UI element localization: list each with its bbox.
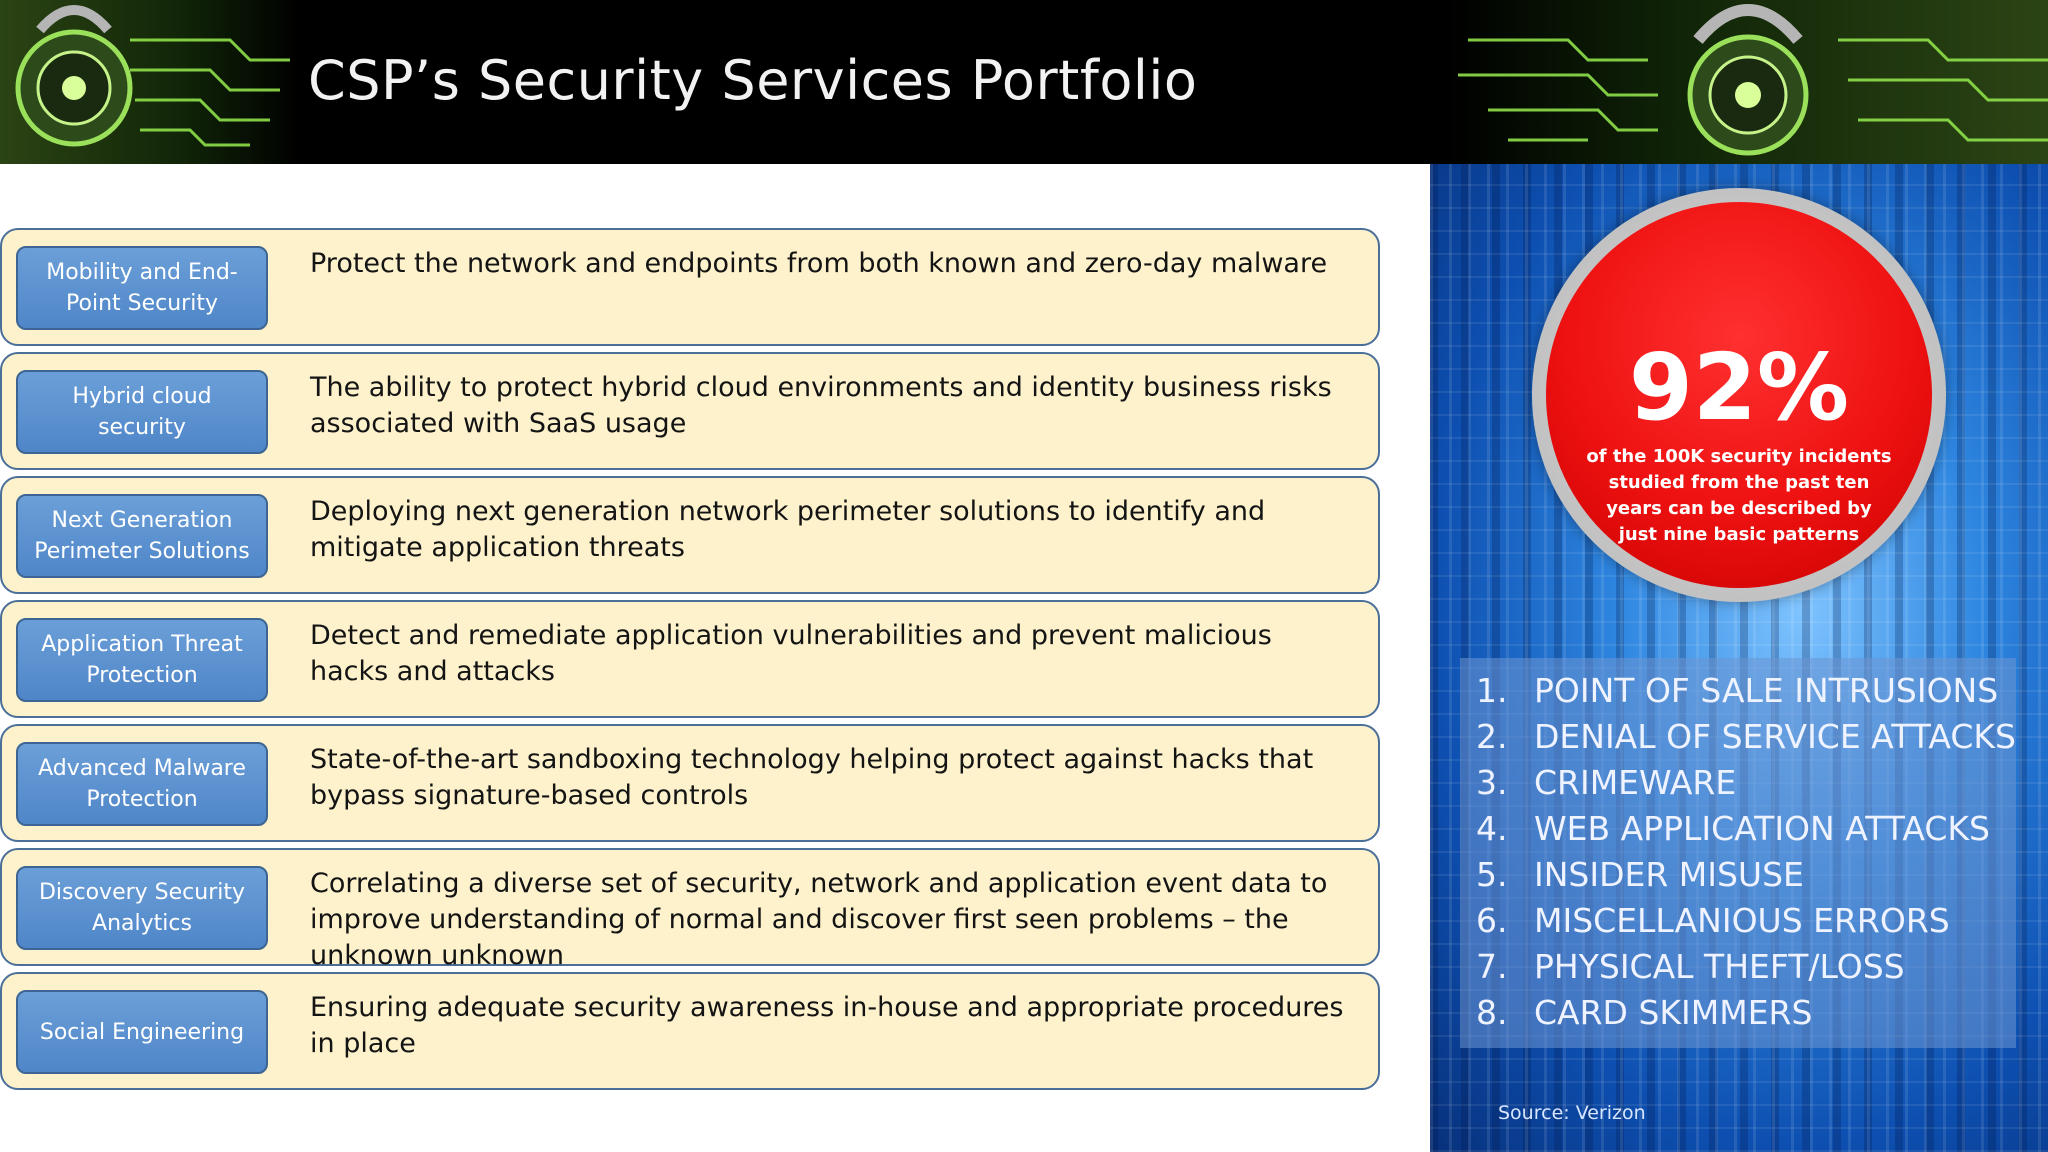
- stats-panel: [1430, 164, 2048, 1152]
- pattern-number: 4.: [1476, 809, 1508, 848]
- service-row: [0, 972, 1380, 1090]
- service-row: [0, 228, 1380, 346]
- service-description: Correlating a diverse set of security, network and application event data to improve understanding of normal and discover first seen problems – the unknown unknown: [310, 868, 1328, 971]
- pattern-label: PHYSICAL THEFT/LOSS: [1534, 947, 1905, 986]
- pattern-item: [1460, 944, 2016, 990]
- pattern-label: CRIMEWARE: [1534, 763, 1737, 802]
- stat-circle-ring: [1532, 188, 1946, 602]
- pattern-label: MISCELLANIOUS ERRORS: [1534, 901, 1950, 940]
- service-row: [0, 848, 1380, 971]
- pattern-item: [1460, 668, 2016, 714]
- stat-caption: of the 100K security incidents studied from the past ten years can be described by just nine basic patterns: [1586, 446, 1892, 545]
- page-title: CSP’s Security Services Portfolio: [308, 49, 1198, 112]
- pattern-item: [1460, 898, 2016, 944]
- pattern-number: 7.: [1476, 947, 1508, 986]
- service-tag: Social Engineering: [16, 990, 268, 1074]
- pattern-item: [1460, 806, 2016, 852]
- service-tag: Next Generation Perimeter Solutions: [16, 494, 268, 578]
- service-tag: Mobility and End-Point Security: [16, 246, 268, 330]
- service-description: Ensuring adequate security awareness in-house and appropriate procedures in place: [310, 992, 1344, 1059]
- header-banner: [0, 0, 2048, 164]
- pattern-number: 3.: [1476, 763, 1508, 802]
- pattern-label: WEB APPLICATION ATTACKS: [1534, 809, 1991, 848]
- pattern-label: INSIDER MISUSE: [1534, 855, 1804, 894]
- service-description: State-of-the-art sandboxing technology helping protect against hacks that bypass signature-based controls: [310, 744, 1314, 811]
- pattern-list: [1460, 658, 2016, 1048]
- pattern-number: 2.: [1476, 717, 1508, 756]
- pattern-label: DENIAL OF SERVICE ATTACKS: [1534, 717, 2016, 756]
- padlock-circuit-art-right: [1448, 0, 2048, 164]
- pattern-number: 5.: [1476, 855, 1508, 894]
- pattern-number: 1.: [1476, 671, 1508, 710]
- source-note: Source: Verizon: [1498, 1102, 1646, 1124]
- pattern-number: 8.: [1476, 993, 1508, 1032]
- service-row: [0, 476, 1380, 594]
- service-tag: Hybrid cloud security: [16, 370, 268, 454]
- padlock-circuit-art: [0, 0, 300, 164]
- pattern-label: POINT OF SALE INTRUSIONS: [1534, 671, 1999, 710]
- service-description: Detect and remediate application vulnerabilities and prevent malicious hacks and attacks: [310, 620, 1272, 687]
- stat-percent: 92%: [1628, 334, 1850, 441]
- service-row: [0, 724, 1380, 842]
- service-description: Deploying next generation network perimeter solutions to identify and mitigate application threats: [310, 496, 1266, 563]
- service-tag: Discovery Security Analytics: [16, 866, 268, 950]
- service-row: [0, 600, 1380, 718]
- service-tag: Advanced Malware Protection: [16, 742, 268, 826]
- service-row: [0, 352, 1380, 470]
- service-description: Protect the network and endpoints from both known and zero-day malware: [310, 248, 1328, 279]
- pattern-item: [1460, 990, 2016, 1036]
- service-description: The ability to protect hybrid cloud environments and identity business risks associated with SaaS usage: [310, 372, 1332, 439]
- pattern-item: [1460, 760, 2016, 806]
- pattern-item: [1460, 714, 2016, 760]
- service-tag: Application Threat Protection: [16, 618, 268, 702]
- pattern-item: [1460, 852, 2016, 898]
- stat-circle: [1546, 202, 1932, 588]
- pattern-label: CARD SKIMMERS: [1534, 993, 1813, 1032]
- pattern-number: 6.: [1476, 901, 1508, 940]
